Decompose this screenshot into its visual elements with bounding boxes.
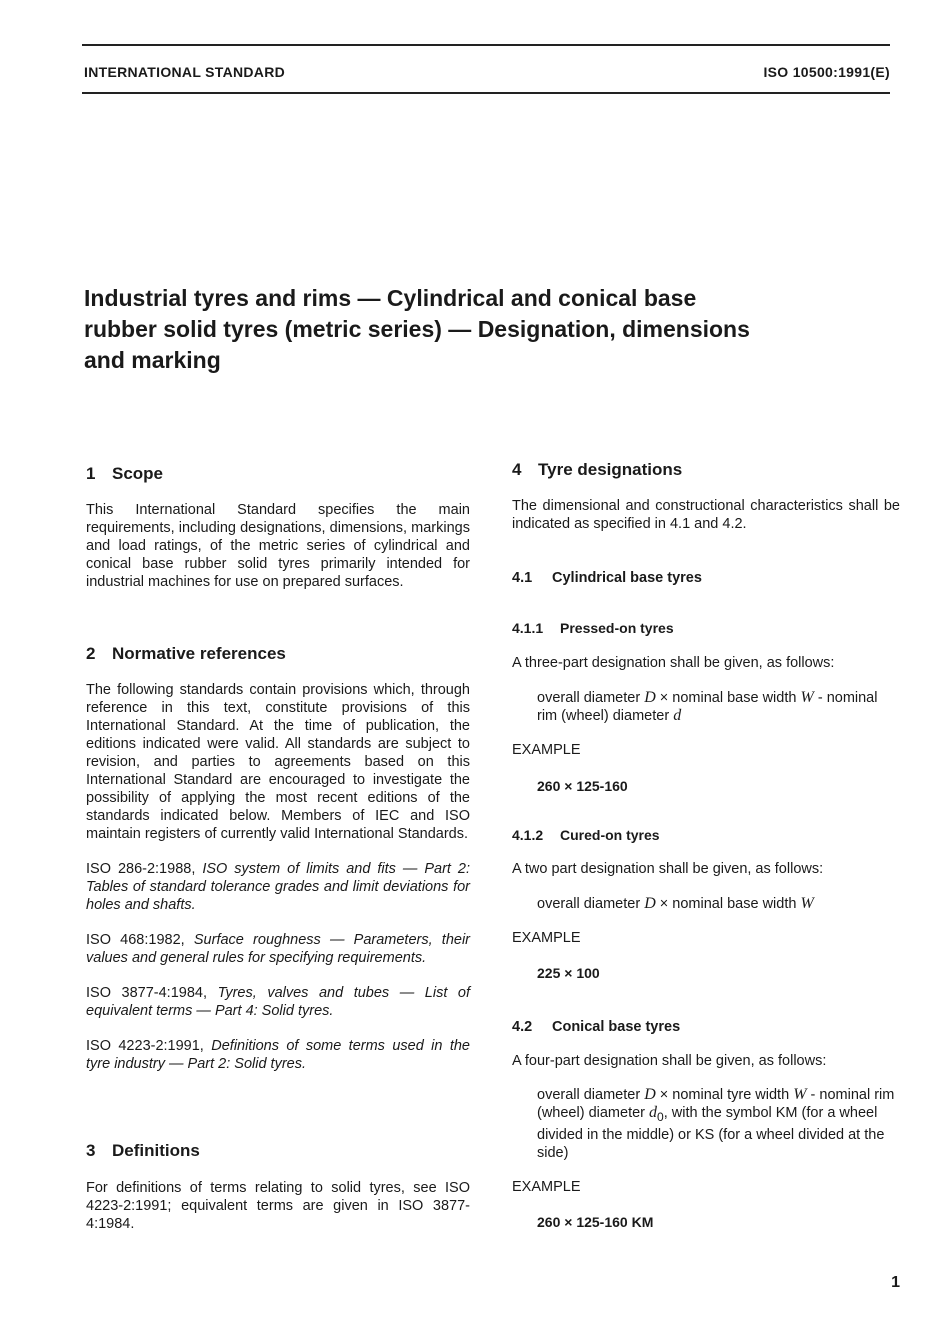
- example-value: 225 × 100: [537, 965, 600, 981]
- section-tyre-designations: [512, 460, 900, 533]
- section-heading-scope: [86, 464, 470, 484]
- section-title: Scope: [112, 464, 164, 483]
- example-value: 260 × 125-160: [537, 778, 628, 794]
- subsection-number: 4.1: [512, 570, 533, 586]
- pressed-on-intro: A three-part designation shall be given, as follows:: [512, 655, 835, 671]
- formula-variable: D: [644, 895, 656, 912]
- formula-text: nominal rim (wheel) diameter: [537, 690, 878, 724]
- formula-text: -: [810, 1087, 816, 1103]
- reference-entry: [86, 1037, 470, 1073]
- subsection-title: Cylindrical base tyres: [552, 570, 702, 586]
- formula-variable: D: [644, 1086, 656, 1103]
- section-scope: [86, 464, 470, 591]
- header-standard-number: ISO 10500:1991(E): [763, 64, 890, 80]
- formula-text: × nominal base width: [659, 690, 797, 706]
- header-rule-bottom: [82, 92, 890, 94]
- conical-formula: [512, 1086, 900, 1162]
- subsection-heading-conical-base-tyres: [512, 1019, 900, 1035]
- section-title: Tyre designations: [538, 460, 683, 479]
- example-label: EXAMPLE: [512, 1178, 581, 1195]
- formula-text: overall diameter: [537, 896, 641, 912]
- subsubsection-title: Cured-on tyres: [560, 827, 660, 843]
- section-number: 1: [86, 464, 96, 483]
- reference-title: Definitions of some terms used in the tyre industry — Part 2: Solid tyres.: [86, 1038, 470, 1072]
- example-label: EXAMPLE: [512, 930, 581, 946]
- formula-text: × nominal base width: [659, 896, 797, 912]
- reference-title: Surface roughness — Parameters, their values and general rules for specifying requirements.: [86, 932, 471, 966]
- scope-paragraph: This International Standard specifies the main requirements, including designations, dimensions, markings and load ratings, of the metric series of cylindrical and conical base rubber solid tyres primarily intended for industrial machines for use on prepared surfaces.: [86, 502, 470, 590]
- subsubsection-heading-cured-on-tyres: [512, 827, 900, 843]
- section-heading-normative-references: [86, 644, 470, 664]
- section-definitions: [86, 1141, 470, 1233]
- reference-entry: [86, 860, 470, 914]
- title-line-1: Industrial tyres and rims — Cylindrical and conical base: [84, 285, 697, 311]
- section-number: 2: [86, 644, 96, 663]
- reference-entry: [86, 931, 470, 967]
- formula-variable: D: [644, 689, 656, 706]
- section-conical-base-tyres: [512, 1019, 900, 1231]
- example-label: EXAMPLE: [512, 742, 581, 758]
- normative-references-paragraph: The following standards contain provisions which, through reference in this text, constitute provisions of this International Standard. At the time of publication, the editions indicated were valid. All standards are subject to revision, and parties to agreements based on this International Standard are encouraged to investigate the possibility of applying the most recent editions of the standards indicated below. Members of IEC and ISO maintain registers of currently valid International Standards.: [86, 682, 470, 842]
- subsubsection-heading-pressed-on-tyres: [512, 620, 900, 636]
- page-number: 1: [891, 1274, 900, 1291]
- subsubsection-number: 4.1.1: [512, 620, 544, 636]
- section-number: 3: [86, 1141, 96, 1160]
- pressed-on-formula: [512, 689, 900, 725]
- reference-entry: [86, 984, 470, 1020]
- example-value: 260 × 125-160 KM: [537, 1213, 654, 1230]
- formula-variable: W: [800, 895, 814, 912]
- formula-variable: W: [800, 689, 814, 706]
- section-heading-tyre-designations: [512, 460, 900, 480]
- section-title: Normative references: [112, 644, 286, 663]
- subsection-heading-cylindrical-base-tyres: [512, 570, 900, 586]
- reference-title: Tyres, valves and tubes — List of equivalent terms — Part 4: Solid tyres.: [86, 985, 470, 1019]
- section-pressed-on-tyres: [512, 620, 900, 795]
- section-normative-references: [86, 644, 470, 1073]
- formula-text: overall diameter: [537, 690, 641, 706]
- header-document-type: INTERNATIONAL STANDARD: [84, 64, 286, 80]
- title-line-2: rubber solid tyres (metric series) — Designation, dimensions: [84, 316, 750, 342]
- formula-subscript: 0: [657, 1109, 664, 1124]
- reference-code: ISO 3877-4:1984,: [86, 985, 207, 1001]
- formula-variable: d: [673, 707, 682, 724]
- section-cured-on-tyres: [512, 827, 900, 982]
- reference-code: ISO 286-2:1988,: [86, 861, 196, 877]
- formula-variable: d: [649, 1104, 658, 1121]
- section-heading-definitions: [86, 1141, 470, 1161]
- conical-intro: A four-part designation shall be given, as follows:: [512, 1053, 827, 1069]
- header-rule-top: [82, 44, 890, 46]
- cured-on-intro: A two part designation shall be given, as follows:: [512, 861, 824, 877]
- reference-title: ISO system of limits and fits — Part 2: Tables of standard tolerance grades and limit deviations for holes and shafts.: [86, 861, 470, 913]
- formula-text: -: [817, 690, 823, 706]
- subsubsection-number: 4.1.2: [512, 827, 544, 843]
- formula-text: overall diameter: [537, 1087, 641, 1103]
- section-cylindrical-base-tyres: [512, 570, 900, 586]
- subsection-title: Conical base tyres: [552, 1019, 681, 1035]
- reference-code: ISO 4223-2:1991,: [86, 1038, 204, 1054]
- formula-text: × nominal tyre width: [659, 1087, 790, 1103]
- tyre-designations-paragraph: The dimensional and constructional characteristics shall be indicated as specified in 4.1 and 4.2.: [512, 498, 900, 532]
- formula-text: nominal rim (wheel) diameter: [537, 1087, 895, 1121]
- reference-code: ISO 468:1982,: [86, 932, 185, 948]
- title-line-3: and marking: [84, 347, 221, 373]
- subsubsection-title: Pressed-on tyres: [560, 620, 674, 636]
- formula-text: , with the symbol KM (for a wheel divided in the middle) or KS (for a wheel divided at the side): [537, 1105, 885, 1161]
- section-number: 4: [512, 460, 522, 479]
- document-title: [84, 283, 864, 376]
- section-title: Definitions: [112, 1141, 200, 1160]
- cured-on-formula: [512, 895, 900, 913]
- definitions-paragraph: For definitions of terms relating to solid tyres, see ISO 4223-2:1991; equivalent terms are given in ISO 3877-4:1984.: [86, 1180, 470, 1232]
- subsection-number: 4.2: [512, 1019, 533, 1035]
- formula-variable: W: [793, 1086, 807, 1103]
